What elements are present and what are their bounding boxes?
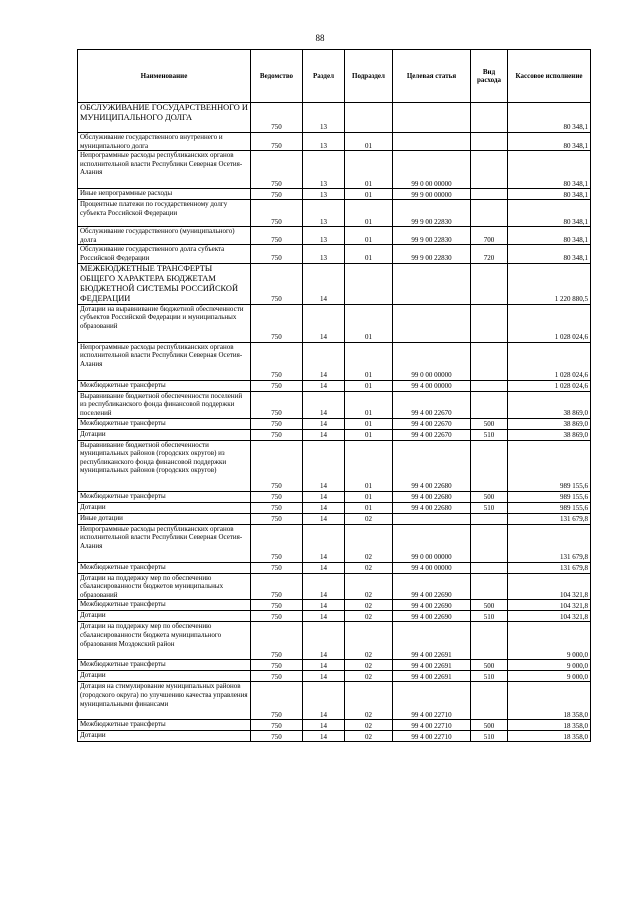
cell-vedomstvo: 750 [251, 103, 303, 133]
table-row [78, 103, 591, 133]
cell-vid-raskhoda: 700 [471, 227, 508, 245]
row-label: Дотации [80, 611, 106, 620]
cell-vedomstvo: 750 [251, 189, 303, 200]
table-row [78, 200, 591, 227]
cell-razdel: 14 [303, 524, 345, 562]
cell-vid-raskhoda [471, 342, 508, 380]
cell-podrazdel: 02 [345, 562, 393, 573]
cell-kassovoe-ispolnenie: 38 869,0 [508, 418, 591, 429]
cell-razdel: 14 [303, 440, 345, 491]
table-row [78, 391, 591, 418]
cell-vid-raskhoda [471, 573, 508, 600]
cell-razdel: 14 [303, 380, 345, 391]
cell-celevaya-statya: 99 4 00 00000 [393, 380, 471, 391]
table-row [78, 189, 591, 200]
cell-name [78, 611, 251, 622]
cell-kassovoe-ispolnenie: 18 358,0 [508, 682, 591, 720]
cell-podrazdel: 02 [345, 682, 393, 720]
cell-kassovoe-ispolnenie: 18 358,0 [508, 720, 591, 731]
cell-name [78, 245, 251, 263]
cell-name [78, 573, 251, 600]
cell-kassovoe-ispolnenie: 1 028 024,6 [508, 380, 591, 391]
cell-vedomstvo: 750 [251, 502, 303, 513]
cell-vid-raskhoda [471, 682, 508, 720]
header-name: Наименование [78, 50, 251, 103]
table-row [78, 660, 591, 671]
cell-vedomstvo: 750 [251, 380, 303, 391]
row-label: Межбюджетные трансферты [80, 380, 166, 389]
cell-vid-raskhoda [471, 103, 508, 133]
cell-vid-raskhoda [471, 263, 508, 304]
row-label: Выравнивание бюджетной обеспеченности поселений из республиканского фонда финансовой поддержки поселений [80, 391, 243, 417]
cell-name [78, 189, 251, 200]
table-row [78, 600, 591, 611]
table-row [78, 671, 591, 682]
cell-name [78, 513, 251, 524]
header-kassovoe-ispolnenie: Кассовое исполнение [508, 50, 591, 103]
cell-name [78, 731, 251, 742]
cell-celevaya-statya: 99 4 00 22670 [393, 391, 471, 418]
cell-kassovoe-ispolnenie: 1 028 024,6 [508, 304, 591, 342]
cell-podrazdel: 02 [345, 513, 393, 524]
cell-vid-raskhoda [471, 440, 508, 491]
cell-vedomstvo: 750 [251, 263, 303, 304]
table-row [78, 513, 591, 524]
row-label: Межбюджетные трансферты [80, 600, 166, 609]
row-label: Межбюджетные трансферты [80, 418, 166, 427]
cell-razdel: 14 [303, 600, 345, 611]
cell-celevaya-statya [393, 103, 471, 133]
cell-vid-raskhoda [471, 380, 508, 391]
cell-name [78, 491, 251, 502]
cell-name [78, 380, 251, 391]
header-razdel: Раздел [303, 50, 345, 103]
row-label: Межбюджетные трансферты [80, 491, 166, 500]
cell-vid-raskhoda [471, 133, 508, 151]
row-label: Дотации [80, 671, 106, 680]
row-label: Обслуживание государственного долга субъекта Российской Федерации [80, 245, 225, 262]
cell-name [78, 227, 251, 245]
cell-podrazdel: 01 [345, 380, 393, 391]
cell-vid-raskhoda: 500 [471, 660, 508, 671]
cell-razdel: 14 [303, 573, 345, 600]
cell-celevaya-statya: 99 4 00 22680 [393, 502, 471, 513]
cell-celevaya-statya [393, 513, 471, 524]
cell-vedomstvo: 750 [251, 731, 303, 742]
cell-name [78, 429, 251, 440]
cell-kassovoe-ispolnenie: 989 155,6 [508, 502, 591, 513]
cell-name [78, 562, 251, 573]
cell-vid-raskhoda [471, 200, 508, 227]
header-vid-raskhoda: Вид расхода [471, 50, 508, 103]
row-label: Иные дотации [80, 513, 123, 522]
row-label: Межбюджетные трансферты [80, 720, 166, 729]
table-row [78, 562, 591, 573]
table-row [78, 245, 591, 263]
table-row [78, 263, 591, 304]
table-row [78, 418, 591, 429]
row-label: Межбюджетные трансферты [80, 660, 166, 669]
cell-razdel: 14 [303, 502, 345, 513]
cell-name [78, 600, 251, 611]
cell-vid-raskhoda [471, 622, 508, 660]
cell-razdel: 14 [303, 491, 345, 502]
cell-razdel: 14 [303, 682, 345, 720]
cell-celevaya-statya: 99 4 00 22691 [393, 671, 471, 682]
row-label: Дотации [80, 731, 106, 740]
cell-celevaya-statya: 99 4 00 22670 [393, 429, 471, 440]
cell-celevaya-statya: 99 0 00 00000 [393, 524, 471, 562]
cell-vedomstvo: 750 [251, 304, 303, 342]
cell-celevaya-statya: 99 9 00 22830 [393, 200, 471, 227]
cell-celevaya-statya: 99 9 00 22830 [393, 245, 471, 263]
cell-celevaya-statya: 99 9 00 22830 [393, 227, 471, 245]
cell-name [78, 263, 251, 304]
cell-name [78, 342, 251, 380]
cell-vedomstvo: 750 [251, 562, 303, 573]
row-label: Непрограммные расходы республиканских органов исполнительной власти Республики Северная Осетия-Алания [80, 342, 243, 368]
row-label: ОБСЛУЖИВАНИЕ ГОСУДАРСТВЕННОГО И МУНИЦИПАЛЬНОГО ДОЛГА [80, 103, 248, 122]
row-label: МЕЖБЮДЖЕТНЫЕ ТРАНСФЕРТЫ ОБЩЕГО ХАРАКТЕРА БЮДЖЕТАМ БЮДЖЕТНОЙ СИСТЕМЫ РОССИЙСКОЙ ФЕДЕРАЦИИ [80, 263, 239, 303]
cell-vid-raskhoda [471, 562, 508, 573]
cell-name [78, 682, 251, 720]
cell-razdel: 13 [303, 151, 345, 189]
cell-celevaya-statya: 99 4 00 22690 [393, 573, 471, 600]
cell-celevaya-statya [393, 304, 471, 342]
cell-kassovoe-ispolnenie: 80 348,1 [508, 151, 591, 189]
cell-podrazdel: 02 [345, 524, 393, 562]
cell-podrazdel: 01 [345, 502, 393, 513]
cell-podrazdel: 02 [345, 720, 393, 731]
cell-celevaya-statya: 99 4 00 22680 [393, 491, 471, 502]
cell-razdel: 14 [303, 418, 345, 429]
table-row [78, 731, 591, 742]
cell-podrazdel: 01 [345, 189, 393, 200]
cell-kassovoe-ispolnenie: 989 155,6 [508, 440, 591, 491]
table-row [78, 491, 591, 502]
header-celevaya-statya: Целевая статья [393, 50, 471, 103]
cell-vid-raskhoda [471, 151, 508, 189]
cell-vedomstvo: 750 [251, 600, 303, 611]
cell-vid-raskhoda [471, 391, 508, 418]
cell-podrazdel: 01 [345, 491, 393, 502]
table-row [78, 133, 591, 151]
cell-celevaya-statya: 99 4 00 22670 [393, 418, 471, 429]
cell-vid-raskhoda: 510 [471, 671, 508, 682]
cell-celevaya-statya: 99 4 00 22690 [393, 600, 471, 611]
cell-kassovoe-ispolnenie: 131 679,8 [508, 562, 591, 573]
cell-kassovoe-ispolnenie: 80 348,1 [508, 103, 591, 133]
cell-vid-raskhoda: 500 [471, 418, 508, 429]
cell-name [78, 720, 251, 731]
cell-celevaya-statya [393, 133, 471, 151]
cell-razdel: 13 [303, 189, 345, 200]
row-label: Выравнивание бюджетной обеспеченности муниципальных районов (городских округов) из республиканского фонда финансовой поддержки муниципальных районов (городских округов) [80, 440, 227, 475]
cell-name [78, 103, 251, 133]
cell-razdel: 14 [303, 513, 345, 524]
cell-vedomstvo: 750 [251, 513, 303, 524]
row-label: Дотации [80, 502, 106, 511]
table-row [78, 440, 591, 491]
cell-vid-raskhoda: 720 [471, 245, 508, 263]
row-label: Дотации на выравнивание бюджетной обеспеченности субъектов Российской Федерации и муниципальных образований [80, 304, 244, 330]
cell-kassovoe-ispolnenie: 989 155,6 [508, 491, 591, 502]
cell-kassovoe-ispolnenie: 131 679,8 [508, 524, 591, 562]
row-label: Процентные платежи по государственному долгу субъекта Российской Федерации [80, 200, 228, 217]
table-row [78, 720, 591, 731]
cell-name [78, 502, 251, 513]
cell-kassovoe-ispolnenie: 18 358,0 [508, 731, 591, 742]
cell-podrazdel: 01 [345, 342, 393, 380]
row-label: Дотации на поддержку мер по обеспечению сбалансированности бюджетов муниципальных образований [80, 573, 224, 599]
table-row [78, 151, 591, 189]
cell-vedomstvo: 750 [251, 622, 303, 660]
cell-vid-raskhoda: 510 [471, 502, 508, 513]
cell-podrazdel: 02 [345, 573, 393, 600]
table-row [78, 502, 591, 513]
cell-razdel: 14 [303, 391, 345, 418]
cell-podrazdel: 01 [345, 429, 393, 440]
cell-celevaya-statya: 99 0 00 00000 [393, 151, 471, 189]
cell-podrazdel: 02 [345, 600, 393, 611]
cell-vedomstvo: 750 [251, 720, 303, 731]
cell-vedomstvo: 750 [251, 671, 303, 682]
cell-razdel: 13 [303, 200, 345, 227]
cell-razdel: 14 [303, 660, 345, 671]
cell-vedomstvo: 750 [251, 151, 303, 189]
cell-vedomstvo: 750 [251, 200, 303, 227]
cell-razdel: 14 [303, 429, 345, 440]
row-label: Дотации [80, 429, 106, 438]
cell-name [78, 133, 251, 151]
cell-name [78, 524, 251, 562]
row-label: Обслуживание государственного внутреннего и муниципального долга [80, 133, 223, 150]
cell-razdel: 14 [303, 671, 345, 682]
row-label: Дотация на стимулирование муниципальных районов (городского округа) по улучшению качества управления муниципальными финансами [80, 682, 248, 708]
cell-kassovoe-ispolnenie: 104 321,8 [508, 600, 591, 611]
cell-razdel: 13 [303, 103, 345, 133]
cell-celevaya-statya: 99 4 00 22710 [393, 682, 471, 720]
cell-vedomstvo: 750 [251, 573, 303, 600]
row-label: Непрограммные расходы республиканских органов исполнительной власти Республики Северная Осетия-Алания [80, 151, 243, 177]
cell-kassovoe-ispolnenie: 9 000,0 [508, 622, 591, 660]
cell-celevaya-statya [393, 263, 471, 304]
table-row [78, 611, 591, 622]
table-row [78, 429, 591, 440]
cell-kassovoe-ispolnenie: 104 321,8 [508, 611, 591, 622]
page-number: 88 [315, 33, 325, 43]
cell-name [78, 200, 251, 227]
cell-razdel: 14 [303, 611, 345, 622]
cell-podrazdel: 02 [345, 731, 393, 742]
cell-podrazdel: 01 [345, 151, 393, 189]
cell-kassovoe-ispolnenie: 131 679,8 [508, 513, 591, 524]
cell-name [78, 418, 251, 429]
cell-kassovoe-ispolnenie: 80 348,1 [508, 200, 591, 227]
budget-table [77, 49, 591, 742]
cell-celevaya-statya: 99 4 00 22710 [393, 731, 471, 742]
table-row [78, 304, 591, 342]
cell-name [78, 671, 251, 682]
cell-podrazdel: 01 [345, 200, 393, 227]
cell-celevaya-statya: 99 4 00 22710 [393, 720, 471, 731]
cell-vid-raskhoda: 510 [471, 429, 508, 440]
cell-podrazdel: 02 [345, 611, 393, 622]
cell-vid-raskhoda: 510 [471, 731, 508, 742]
row-label: Межбюджетные трансферты [80, 562, 166, 571]
cell-podrazdel: 02 [345, 671, 393, 682]
cell-kassovoe-ispolnenie: 9 000,0 [508, 671, 591, 682]
cell-kassovoe-ispolnenie: 80 348,1 [508, 133, 591, 151]
cell-razdel: 14 [303, 622, 345, 660]
cell-kassovoe-ispolnenie: 1 028 024,6 [508, 342, 591, 380]
row-label: Непрограммные расходы республиканских органов исполнительной власти Республики Северная Осетия-Алания [80, 524, 243, 550]
cell-vid-raskhoda: 500 [471, 600, 508, 611]
cell-vid-raskhoda: 500 [471, 720, 508, 731]
cell-kassovoe-ispolnenie: 38 869,0 [508, 429, 591, 440]
table-header-row [78, 50, 591, 103]
cell-razdel: 14 [303, 562, 345, 573]
cell-vid-raskhoda [471, 513, 508, 524]
cell-podrazdel: 01 [345, 227, 393, 245]
cell-vedomstvo: 750 [251, 491, 303, 502]
cell-vedomstvo: 750 [251, 524, 303, 562]
cell-razdel: 14 [303, 342, 345, 380]
cell-celevaya-statya: 99 0 00 00000 [393, 342, 471, 380]
cell-kassovoe-ispolnenie: 104 321,8 [508, 573, 591, 600]
cell-kassovoe-ispolnenie: 80 348,1 [508, 189, 591, 200]
cell-podrazdel [345, 263, 393, 304]
cell-podrazdel: 02 [345, 660, 393, 671]
cell-podrazdel: 01 [345, 418, 393, 429]
cell-celevaya-statya: 99 4 00 22691 [393, 660, 471, 671]
cell-razdel: 14 [303, 731, 345, 742]
cell-vedomstvo: 750 [251, 227, 303, 245]
cell-vid-raskhoda: 500 [471, 491, 508, 502]
cell-podrazdel: 01 [345, 304, 393, 342]
cell-podrazdel: 02 [345, 622, 393, 660]
cell-razdel: 13 [303, 245, 345, 263]
table-row [78, 342, 591, 380]
cell-razdel: 13 [303, 133, 345, 151]
table-row [78, 573, 591, 600]
cell-vedomstvo: 750 [251, 660, 303, 671]
cell-name [78, 660, 251, 671]
cell-vedomstvo: 750 [251, 245, 303, 263]
header-podrazdel: Подраздел [345, 50, 393, 103]
cell-celevaya-statya: 99 9 00 00000 [393, 189, 471, 200]
cell-celevaya-statya: 99 4 00 22691 [393, 622, 471, 660]
cell-vid-raskhoda: 510 [471, 611, 508, 622]
cell-celevaya-statya: 99 4 00 22690 [393, 611, 471, 622]
table-row [78, 622, 591, 660]
cell-vedomstvo: 750 [251, 342, 303, 380]
cell-vid-raskhoda [471, 304, 508, 342]
header-vedomstvo: Ведомство [251, 50, 303, 103]
cell-kassovoe-ispolnenie: 9 000,0 [508, 660, 591, 671]
cell-podrazdel: 01 [345, 440, 393, 491]
cell-razdel: 13 [303, 227, 345, 245]
cell-razdel: 14 [303, 263, 345, 304]
cell-vedomstvo: 750 [251, 682, 303, 720]
cell-vedomstvo: 750 [251, 391, 303, 418]
cell-razdel: 14 [303, 720, 345, 731]
cell-vedomstvo: 750 [251, 611, 303, 622]
cell-kassovoe-ispolnenie: 1 220 880,5 [508, 263, 591, 304]
cell-kassovoe-ispolnenie: 80 348,1 [508, 245, 591, 263]
cell-vedomstvo: 750 [251, 440, 303, 491]
table-row [78, 380, 591, 391]
cell-vid-raskhoda [471, 524, 508, 562]
cell-vedomstvo: 750 [251, 133, 303, 151]
table-row [78, 227, 591, 245]
cell-vedomstvo: 750 [251, 429, 303, 440]
cell-name [78, 622, 251, 660]
cell-podrazdel: 01 [345, 133, 393, 151]
cell-celevaya-statya: 99 4 00 00000 [393, 562, 471, 573]
cell-podrazdel [345, 103, 393, 133]
table-row [78, 524, 591, 562]
cell-name [78, 304, 251, 342]
cell-vid-raskhoda [471, 189, 508, 200]
cell-razdel: 14 [303, 304, 345, 342]
cell-podrazdel: 01 [345, 391, 393, 418]
row-label: Дотации на поддержку мер по обеспечению сбалансированности бюджета муниципального образования Моздокский район [80, 622, 222, 648]
cell-name [78, 391, 251, 418]
cell-celevaya-statya: 99 4 00 22680 [393, 440, 471, 491]
row-label: Иные непрограммные расходы [80, 189, 173, 198]
cell-vedomstvo: 750 [251, 418, 303, 429]
cell-name [78, 440, 251, 491]
cell-kassovoe-ispolnenie: 38 869,0 [508, 391, 591, 418]
table-row [78, 682, 591, 720]
row-label: Обслуживание государственного (муниципального) долга [80, 227, 235, 244]
cell-kassovoe-ispolnenie: 80 348,1 [508, 227, 591, 245]
cell-podrazdel: 01 [345, 245, 393, 263]
cell-name [78, 151, 251, 189]
